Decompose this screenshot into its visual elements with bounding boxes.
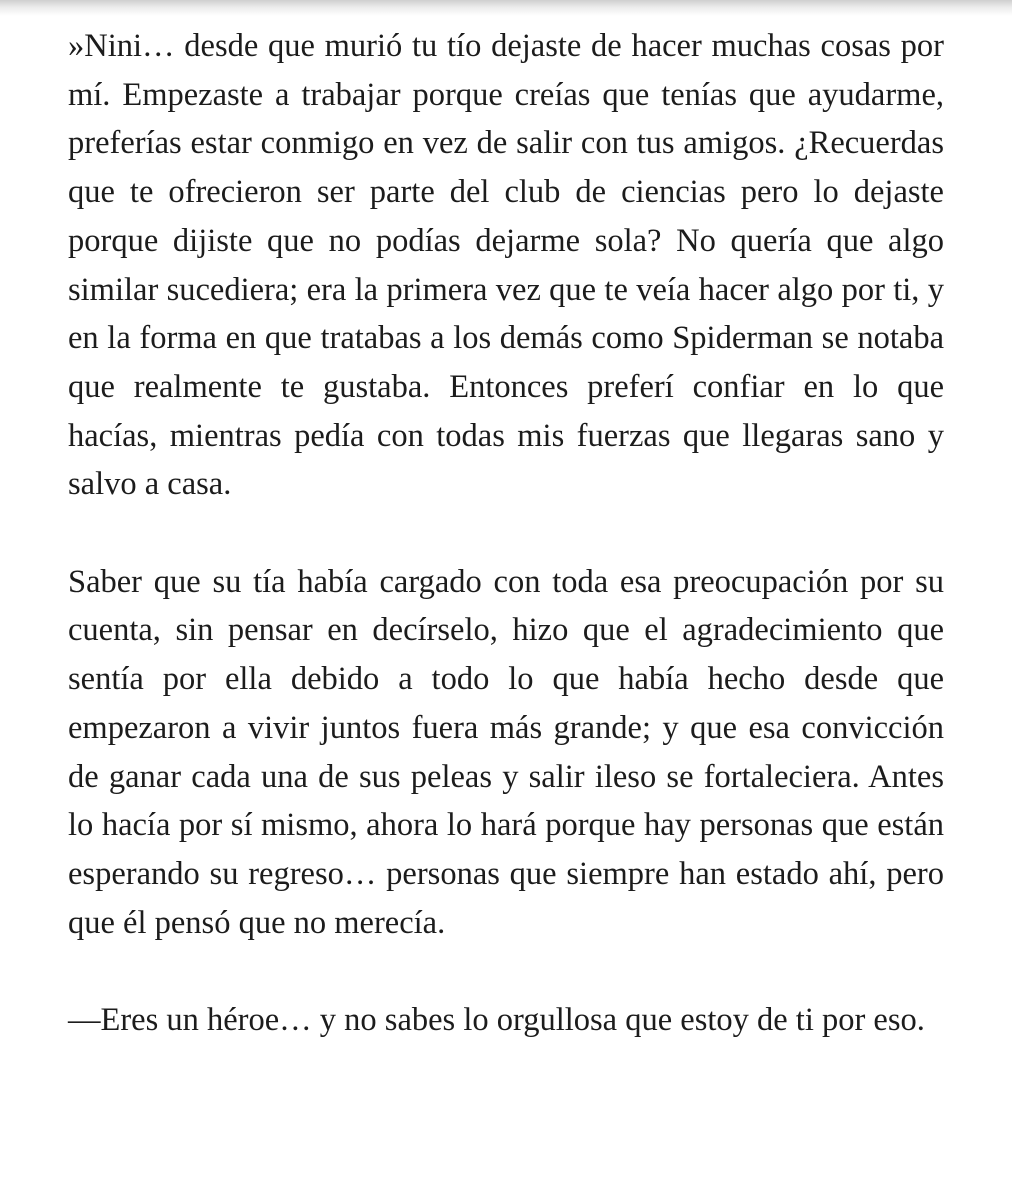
paragraph-narration: Saber que su tía había cargado con toda esa preocupación por su cuenta, sin pensar en decírselo, hizo que el agradecimiento que sentía por ella debido a todo lo que había hecho desde que empezaron a vivir juntos fuera más grande; y que esa convicción de ganar cada una de sus peleas y salir ileso se fortaleciera. Antes lo hacía por sí mismo, ahora lo hará porque hay personas que están esperando su regreso… personas que siempre han estado ahí, pero que él pensó que no merecía. xyxy=(68,563,944,941)
top-edge-shadow xyxy=(0,0,1012,16)
paragraph-dialogue: —Eres un héroe… y no sabes lo orgullosa que estoy de ti por eso. xyxy=(68,1002,925,1039)
book-page xyxy=(68,22,944,1045)
paragraph-aunt-speech: »Nini… desde que murió tu tío dejaste de hacer muchas cosas por mí. Empezaste a trabajar porque creías que tenías que ayudarme, preferías estar conmigo en vez de salir con tus amigos. ¿Recuerdas que te ofrecieron ser parte del club de ciencias pero lo dejaste porque dijiste que no podías dejarme sola? No quería que algo similar sucediera; era la primera vez que te veía hacer algo por ti, y en la forma en que tratabas a los demás como Spiderman se notaba que realmente te gustaba. Entonces preferí confiar en lo que hacías, mientras pedía con todas mis fuerzas que llegaras sano y salvo a casa. xyxy=(68,28,944,503)
